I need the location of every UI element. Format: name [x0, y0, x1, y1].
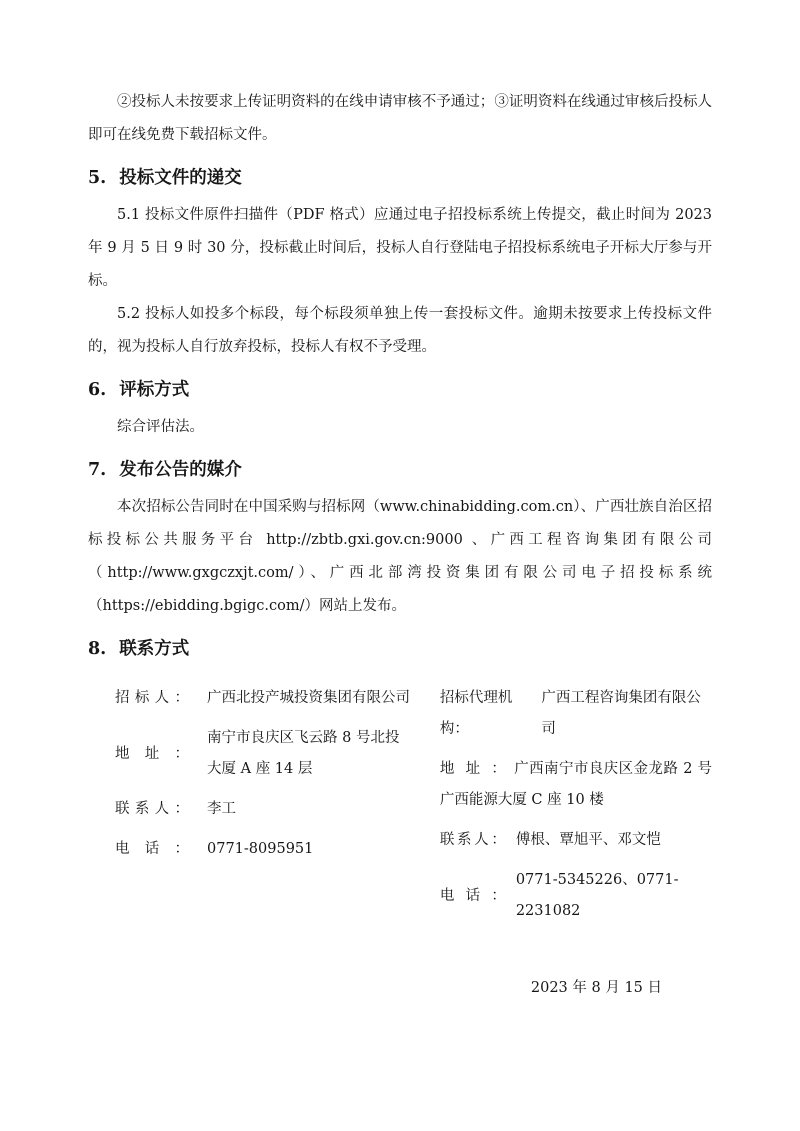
bidder-contact-person: 李工 [207, 801, 236, 817]
section-6-heading [88, 377, 712, 402]
section-5 [88, 165, 712, 364]
bidder-phone: 0771-8095951 [207, 841, 314, 857]
bidder-name: 广西北投产城投资集团有限公司 [207, 690, 410, 706]
agency-phone: 0771-5345226、0771-2231082 [515, 872, 679, 919]
bidder-person-row [115, 794, 422, 825]
bidder-address-row [115, 723, 422, 785]
section-title: 联系方式 [119, 638, 190, 658]
section-7-heading [88, 457, 712, 482]
agency-contact-person: 傅根、覃旭平、邓文恺 [515, 832, 661, 848]
section-paragraph: 本次招标公告同时在中国采购与招标网（www.chinabidding.com.cn）、广西壮族自治区招标投标公共服务平台 http://zbtb.gxi.gov.cn:9000 、广西工程咨询集团有限公司（http://www.gxgczxjt.com/）、广西北部湾投资集团有限公司电子招投标系统（https://ebidding.bgigc.com/）网站上发布。 [88, 499, 712, 614]
section-5-heading [88, 165, 712, 190]
contact-label: 地址： [115, 745, 189, 762]
bidder-phone-row [115, 834, 422, 865]
section-7 [88, 457, 712, 623]
agency-column [440, 683, 712, 936]
section-paragraph: 5.2 投标人如投多个标段，每个标段须单独上传一套投标文件。逾期未按要求上传投标文件的，视为投标人自行放弃投标，投标人有权不予受理。 [88, 306, 712, 355]
section-8-heading [88, 636, 712, 661]
agency-phone-row [440, 865, 712, 927]
contact-label: 电话： [439, 887, 506, 904]
bidder-column [115, 683, 422, 936]
contact-label: 招标代理机构： [439, 690, 513, 737]
contact-label: 电话： [115, 841, 189, 857]
section-title: 评标方式 [119, 379, 190, 399]
agency-name: 广西工程咨询集团有限公司 [541, 690, 701, 737]
intro-paragraph: ②投标人未按要求上传证明资料的在线申请审核不予通过；③证明资料在线通过审核后投标人即可在线免费下载招标文件。 [88, 94, 712, 143]
section-paragraph: 5.1 投标文件原件扫描件（PDF 格式）应通过电子招投标系统上传提交，截止时间为 2023 年 9 月 5 日 9 时 30 分，投标截止时间后，投标人自行登陆电子招投标系统电子开标大厅参与开标。 [88, 207, 712, 289]
section-8 [88, 636, 712, 661]
agency-person-row [440, 825, 712, 856]
agency-name-row [440, 683, 712, 745]
announcement-date: 2023 年 8 月 15 日 [530, 980, 662, 996]
agency-address-row [440, 754, 712, 816]
section-number: 5. [88, 168, 107, 188]
contact-label: 地址： [439, 761, 506, 777]
contact-label: 联系人： [439, 832, 506, 848]
section-6 [88, 377, 712, 444]
section-number: 8. [88, 639, 107, 659]
section-number: 6. [88, 380, 107, 400]
contacts-table [88, 683, 712, 936]
section-title: 发布公告的媒介 [119, 459, 242, 479]
section-title: 投标文件的递交 [119, 167, 242, 187]
contact-label: 联系人： [115, 801, 189, 817]
bidder-name-row [115, 683, 422, 714]
contact-label: 招标人： [115, 690, 189, 706]
section-number: 7. [88, 460, 107, 480]
section-paragraph: 综合评估法。 [117, 419, 204, 435]
bidder-address: 南宁市良庆区飞云路 8 号北投大厦 A 座 14 层 [207, 730, 400, 777]
agency-address: 广西南宁市良庆区金龙路 2 号广西能源大厦 C 座 10 楼 [439, 761, 712, 808]
